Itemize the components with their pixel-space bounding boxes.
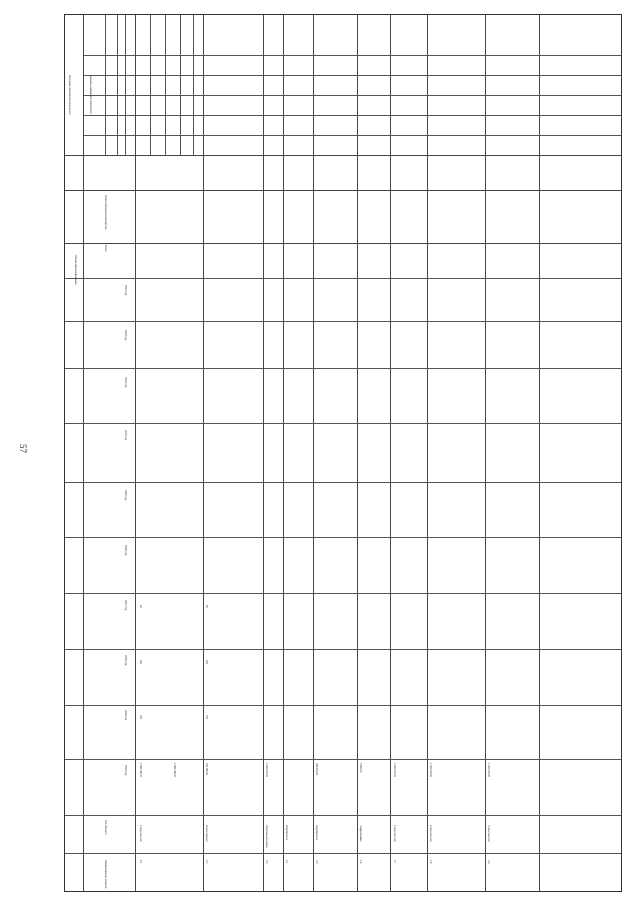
year-label: 2022 год (124, 330, 127, 341)
body-column-line (65, 368, 621, 369)
row-value: 90 (205, 605, 208, 608)
year-label: 2021 год (124, 285, 127, 296)
body-column-line (65, 482, 621, 483)
header-separator (65, 155, 621, 156)
row-number: 1.2 (205, 860, 208, 864)
row-value: 160 (139, 660, 142, 664)
year-label: 2030 год (124, 765, 127, 776)
header-separator (65, 243, 621, 244)
row-number: 1.9 (487, 860, 490, 864)
section-caption: Единица измерения показателя (89, 75, 92, 114)
row-number: 1.5 (315, 860, 318, 864)
column-label: Всего (104, 245, 107, 252)
row-total: 1 000 000,00 (393, 763, 396, 777)
row-name: Строительство (139, 825, 142, 842)
row-name: Строительство (393, 825, 396, 842)
row-name: Капитальный ремонт (265, 825, 268, 849)
row-name: Подпрограмма (359, 825, 362, 842)
page-number: 57 (18, 444, 28, 453)
rotated-table (64, 14, 622, 892)
body-column-line (65, 537, 621, 538)
header-separator (65, 190, 621, 191)
row-number: 1.7 (393, 860, 396, 864)
row-total: 1 000 000,00 (487, 763, 490, 777)
row-number: 1.4 (285, 860, 288, 864)
row-value: 120 (205, 660, 208, 664)
column-label: Тип объекта (104, 820, 107, 835)
row-total: 1 056 496,97 (173, 763, 176, 777)
row-name: Строительство (429, 825, 432, 842)
column-label: Ответственный исполнитель (104, 195, 107, 230)
header-caption: Объем финансирования (74, 255, 77, 285)
row-name: Реконструкция (205, 825, 208, 842)
row-number: 1.1 (139, 860, 142, 864)
body-column-line (65, 593, 621, 594)
row-name: Мероприятия (315, 825, 318, 840)
row-name: Строительство (487, 825, 490, 842)
row-name: Мероприятия (285, 825, 288, 840)
row-total: 212 180,00 (205, 763, 208, 775)
row-total: 1 000 000,00 (429, 763, 432, 777)
row-number: 1.6 (359, 860, 362, 864)
column-label: Наименование объекта (104, 860, 107, 889)
body-column-line (65, 423, 621, 424)
year-label: 2026 год (124, 545, 127, 556)
body-column-line (65, 649, 621, 650)
row-total: 3 800,00 (359, 763, 362, 773)
body-column-line (65, 705, 621, 706)
row-number: 1.3 (265, 860, 268, 864)
body-column-line (65, 815, 621, 816)
year-label: 2027 год (124, 600, 127, 611)
year-label: 2028 год (124, 655, 127, 666)
row-value: 700 (205, 715, 208, 719)
year-label: 2024 год (124, 430, 127, 441)
row-total: 259 500,00 (315, 763, 318, 775)
row-total: 1 000 000,00 (265, 763, 268, 777)
year-label: 2029 год (124, 710, 127, 721)
body-column-line (65, 321, 621, 322)
row-value: 60 (139, 605, 142, 608)
body-column-line (65, 278, 621, 279)
header-caption: Значение показателя результата (68, 75, 71, 115)
row-value: 700 (139, 715, 142, 719)
year-label: 2025 год (124, 490, 127, 501)
year-label: 2023 год (124, 377, 127, 388)
body-column-line (65, 853, 621, 854)
body-column-line (65, 759, 621, 760)
row-number: 1.8 (429, 860, 432, 864)
row-total: 1 056 496,97 (139, 763, 142, 777)
